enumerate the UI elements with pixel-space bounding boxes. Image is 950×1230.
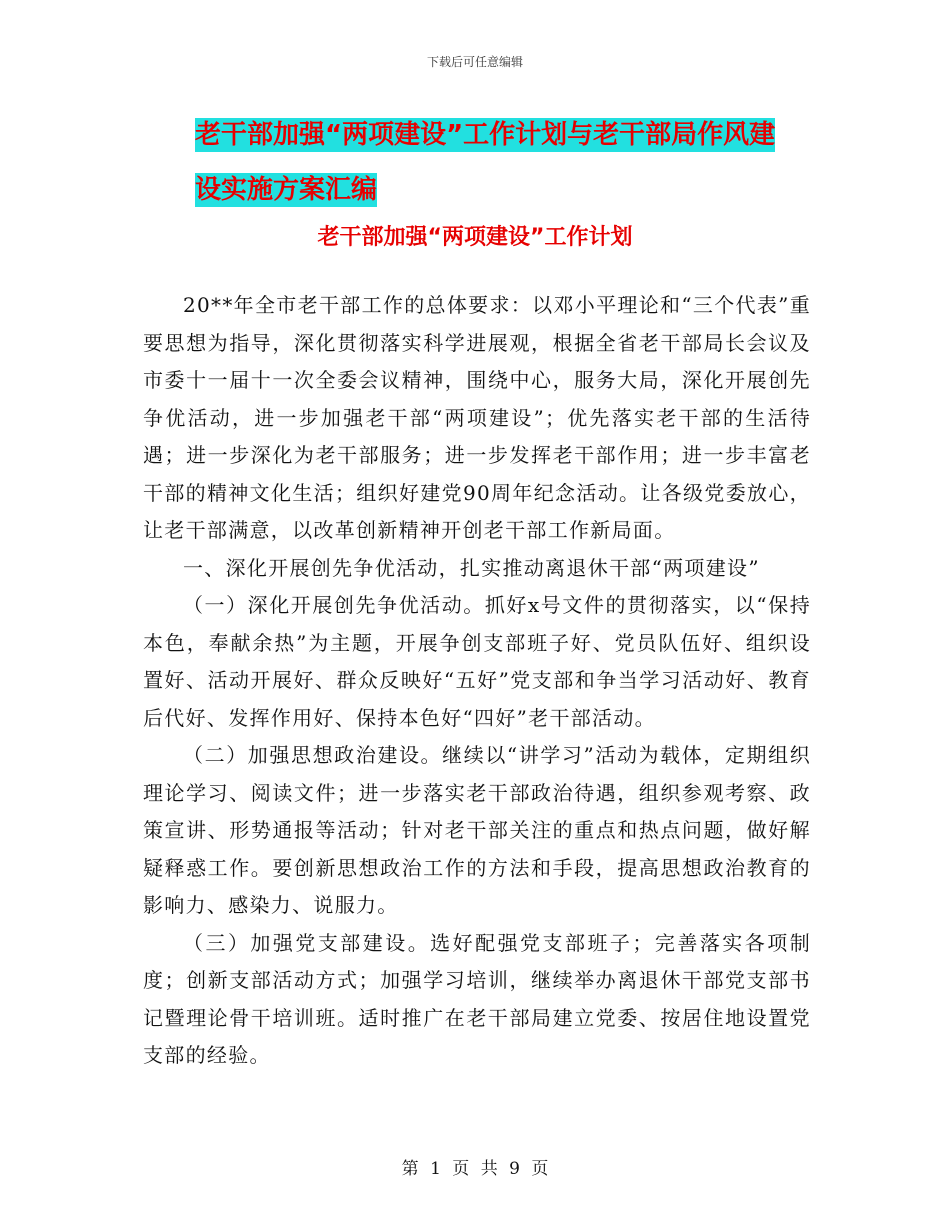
document-title-line-1: 老干部加强“两项建设”工作计划与老干部局作风建 <box>195 120 776 150</box>
header-note: 下载后可任意编辑 <box>426 55 523 69</box>
paragraph-heading-1: 一、深化开展创先争优活动，扎实推动离退休干部“两项建设” <box>183 555 760 580</box>
document-title-line-2: 设实施方案汇编 <box>195 175 378 205</box>
paragraph-item-1: （一）深化开展创先争优活动。抓好x号文件的贯彻落实，以“保持本色，奉献余热”为主题，开展争创支部班子好、党员队伍好、组织设置好、活动开展好、群众反映好“五好”党支部和争当学习活动好、教育后代好、发挥作用好、保持本色好“四好”老干部活动。 <box>143 593 811 730</box>
paragraph-item-3: （三）加强党支部建设。选好配强党支部班子；完善落实各项制度；创新支部活动方式；加强学习培训，继续举办离退休干部党支部书记暨理论骨干培训班。适时推广在老干部局建立党委、按居住地设置党支部的经验。 <box>143 930 811 1067</box>
paragraph-item-2: （二）加强思想政治建设。继续以“讲学习”活动为载体，定期组织理论学习、阅读文件；进一步落实老干部政治待遇，组织参观考察、政策宣讲、形势通报等活动；针对老干部关注的重点和热点问题，做好解疑释惑工作。要创新思想政治工作的方法和手段，提高思想政治教育的影响力、感染力、说服力。 <box>143 743 811 917</box>
document-title <box>195 108 815 218</box>
document-body <box>143 287 811 1075</box>
section-title: 老干部加强“两项建设”工作计划 <box>317 225 633 250</box>
page-footer: 第 1 页 共 9 页 <box>401 1159 549 1179</box>
paragraph-intro: 20**年全市老干部工作的总体要求：以邓小平理论和“三个代表”重要思想为指导，深化贯彻落实科学进展观，根据全省老干部局长会议及市委十一届十一次全委会议精神，围绕中心，服务大局，深化开展创先争优活动，进一步加强老干部“两项建设”；优先落实老干部的生活待遇；进一步深化为老干部服务；进一步发挥老干部作用；进一步丰富老干部的精神文化生活；组织好建党90周年纪念活动。让各级党委放心，让老干部满意，以改革创新精神开创老干部工作新局面。 <box>143 293 811 542</box>
